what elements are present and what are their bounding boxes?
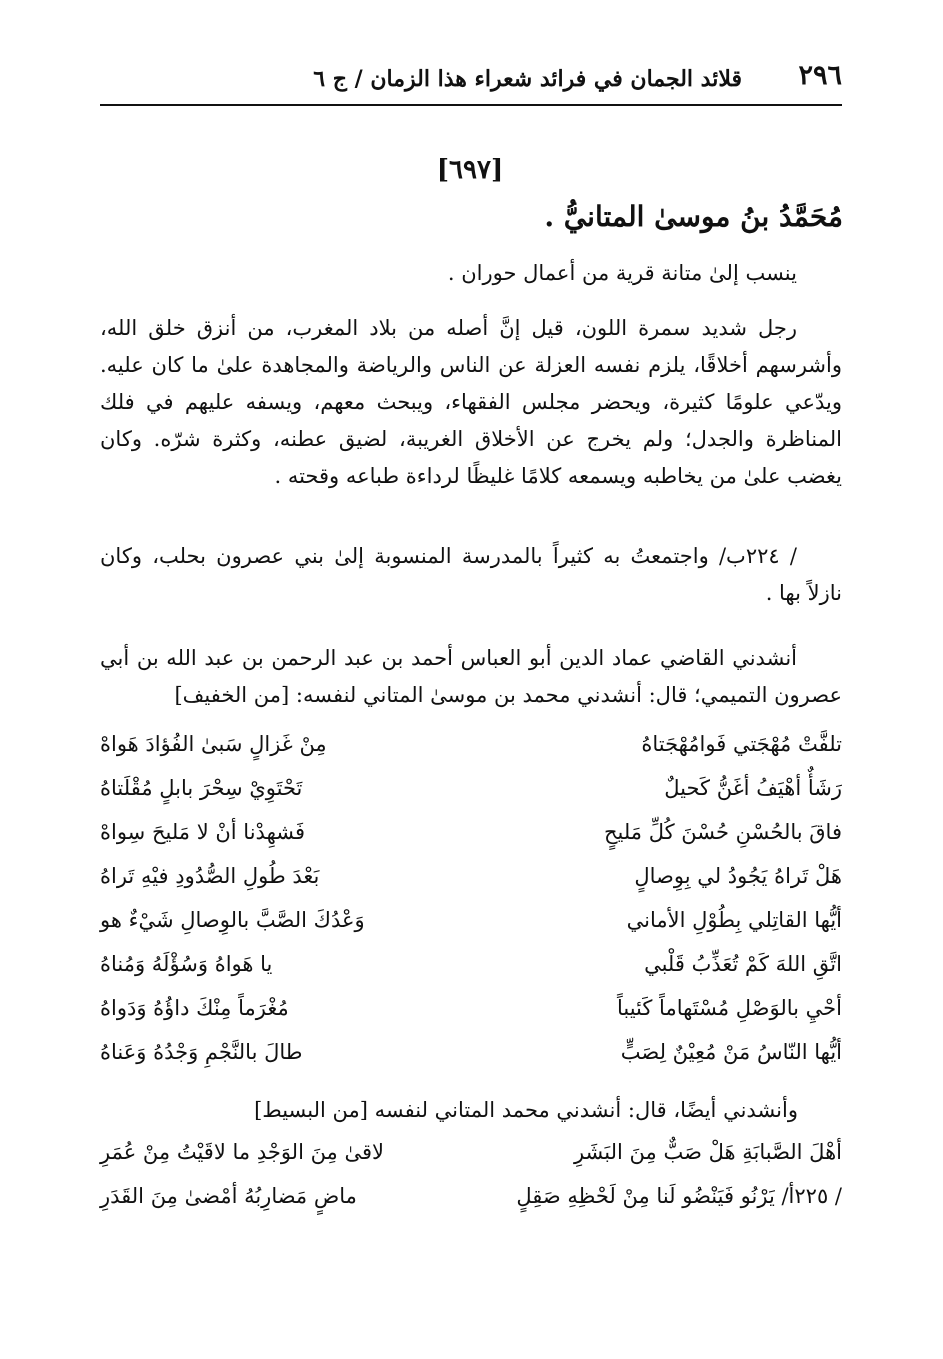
verse-second-hemistich: وَعْدُكَ الصَّبَّ بالوِصالِ شَيْءٌ هو (100, 908, 365, 932)
verse-second-hemistich: فَشهِدْنا أنْ لا مَليحَ سِواهْ (100, 820, 306, 844)
verse-line (100, 810, 842, 854)
paragraph-origin: ينسب إلىٰ متانة قرية من أعمال حوران . (447, 261, 797, 285)
verse-second-hemistich: لاقىٰ مِنَ الوَجْدِ ما لاقَيْتُ مِنْ عُمَرِ (100, 1140, 385, 1164)
verse-first-hemistich: / ٢٢٥أ/ يَرْنُو فَيَنْضُو لَنا مِنْ لَحْظِهِ صَقِلٍ (516, 1184, 842, 1208)
verse-first-hemistich: رَشَأٌ أهْيَفُ أغَنُّ كَحيلٌ (664, 776, 842, 800)
page-number: ٢٩٦ (798, 60, 842, 91)
verse-line (100, 722, 842, 766)
running-title: قلائد الجمان في فرائد شعراء هذا الزمان / ج ٦ (313, 66, 742, 92)
verse-line (100, 1174, 842, 1218)
verse-first-hemistich: أيُّها القاتِلي بِطُوْلِ الأماني (626, 908, 842, 932)
paragraph-description: رجل شديد سمرة اللون، قيل إنَّ أصله من بلاد المغرب، من أنزق خلق الله، وأشرسهم أخلاقًا، يلزم نفسه العزلة عن الناس والرياضة والمجاهدة علىٰ ما كان عليه. ويدّعي علومًا كثيرة، ويحضر مجلس الفقهاء، ويبحث معهم، ويسفه عليهم في فلك المناظرة والجدل؛ ولم يخرج عن الأخلاق الغريبة، لضيق عطنه، وكثرة شرّه. وكان يغضب علىٰ من يخاطبه ويسمعه كلامًا غليظًا لرداءة طباعه وقحته . (100, 316, 842, 488)
verse-line (100, 986, 842, 1030)
poem-khafif (100, 722, 842, 1074)
verse-line (100, 854, 842, 898)
paragraph-meeting: / ٢٢٤ب/ واجتمعتُ به كثيراً بالمدرسة المنسوبة إلىٰ بني عصرون بحلب، وكان نازلاً بها . (100, 544, 842, 605)
verse-second-hemistich: مِنْ غَزالٍ سَبىٰ الفُؤادَ هَواهْ (100, 732, 327, 756)
verse-first-hemistich: هَلْ تَراهُ يَجُودُ لي بِوِصالٍ (634, 864, 842, 888)
paragraph-poem-intro: أنشدني القاضي عماد الدين أبو العباس أحمد بن عبد الرحمن بن عبد الله بن أبي عصرون التميمي؛ قال: أنشدني محمد بن موسىٰ المتاني لنفسه: [من الخفيف] (100, 646, 842, 707)
page-header (100, 56, 842, 106)
verse-line (100, 1130, 842, 1174)
verse-second-hemistich: يا هَواهُ وَسُؤْلَهُ وَمُناهُ (100, 952, 273, 976)
verse-second-hemistich: ماضٍ مَضارِبُهُ أمْضىٰ مِنَ القَدَرِ (100, 1184, 357, 1208)
verse-second-hemistich: طالَ بالنَّجْمِ وَجْدُهُ وَعَناهُ (100, 1040, 303, 1064)
verse-line (100, 942, 842, 986)
verse-second-hemistich: بَعْدَ طُولِ الصُّدُودِ فيْهِ تَراهُ (100, 864, 320, 888)
verse-first-hemistich: تلفَّتْ مُهْجَتي فَوامُهْجَتاهُ (641, 732, 842, 756)
paragraph-second-poem-intro: وأنشدني أيضًا، قال: أنشدني محمد المتاني لنفسه [من البسيط] (254, 1098, 798, 1122)
entry-name: مُحَمَّدُ بنُ موسىٰ المتانيُّ . (544, 200, 843, 233)
verse-line (100, 898, 842, 942)
verse-first-hemistich: أيُّها النّاسُ مَنْ مُعِيْنٌ لِصَبٍّ (620, 1040, 842, 1064)
verse-second-hemistich: مُغْرَماً مِنْكَ داؤُهُ وَدَواهُ (100, 996, 289, 1020)
entry-number: [٦٩٧] (436, 155, 504, 185)
poem-basit (100, 1130, 842, 1218)
verse-second-hemistich: تَحْتَوِيْ سِحْرَ بابلٍ مُقْلَتاهُ (100, 776, 303, 800)
verse-first-hemistich: اتَّقِ اللهَ كَمْ تُعَذِّبُ قَلْبي (644, 952, 842, 976)
verse-line (100, 766, 842, 810)
verse-line (100, 1030, 842, 1074)
verse-first-hemistich: فاقَ بالحُسْنِ حُسْنَ كُلِّ مَليحٍ (603, 820, 842, 844)
verse-first-hemistich: أحْيِ بالوَصْلِ مُسْتَهاماً كَئيباً (616, 996, 842, 1020)
verse-first-hemistich: أهْلَ الصَّبابَةِ هَلْ صَبٌّ مِنَ البَشَرِ (573, 1140, 842, 1164)
